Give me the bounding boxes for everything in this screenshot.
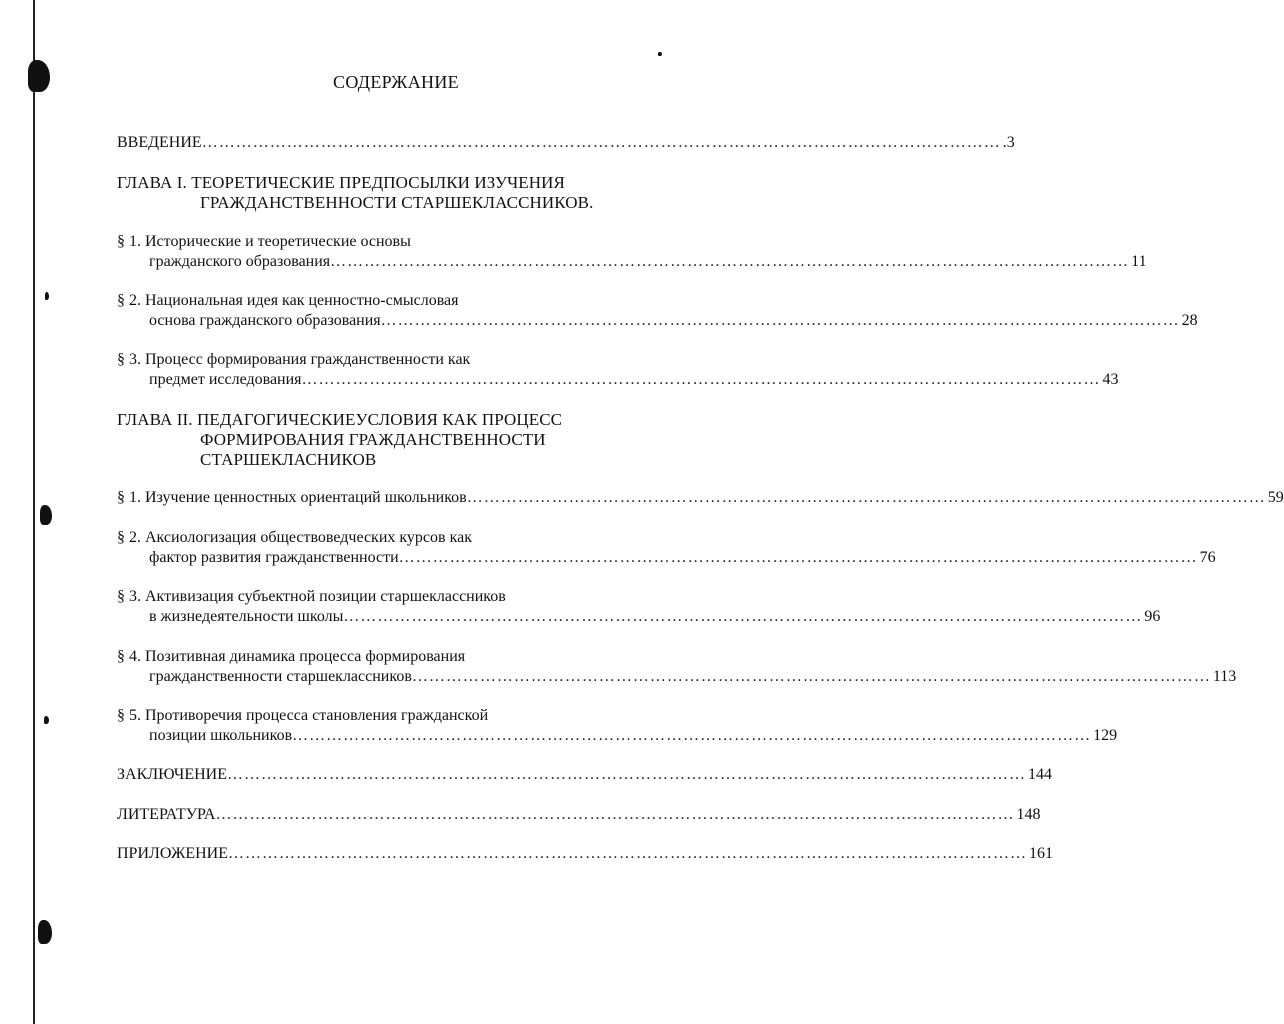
toc-page-number: 43 [1102,371,1119,388]
toc-section-line: § 1. Исторические и теоретические основы [117,233,411,250]
toc-entry-literature [117,806,1041,824]
toc-entry-label: позиции школьников [149,727,293,744]
toc-entry-label: предмет исследования [149,371,302,388]
dot-leader: …………………………………………………………………………………………………………………………… [466,489,1266,506]
scan-blot [38,920,52,944]
toc-page-number: 144 [1027,766,1052,783]
toc-page-number: 161 [1029,845,1054,862]
chapter-heading-line: ГЛАВА I. ТЕОРЕТИЧЕСКИЕ ПРЕДПОСЫЛКИ ИЗУЧЕНИЯ [117,173,565,192]
chapter-heading-line: ФОРМИРОВАНИЯ ГРАЖДАНСТВЕННОСТИ [200,430,546,449]
toc-section-line: § 5. Противоречия процесса становления гражданской [117,707,489,724]
toc-section-line: § 2. Национальная идея как ценностно-смысловая [117,292,459,309]
scan-blot [40,505,52,525]
toc-section-line: § 4. Позитивная динамика процесса формирования [117,648,466,665]
toc-entry-section [149,727,1118,745]
toc-entry-introduction [117,134,1015,152]
scan-blot [44,716,49,724]
dot-leader: …………………………………………………………………………………………………………………………… [343,608,1143,625]
dot-leader: …………………………………………………………………………………………………………………………… [201,134,1001,151]
toc-page-number: 96 [1144,608,1161,625]
chapter-heading-line: СТАРШЕКЛАСНИКОВ [200,450,377,469]
toc-entry-label: § 1. Изучение ценностных ориентаций школьников [117,489,467,506]
chapter-heading-line: ГРАЖДАНСТВЕННОСТИ СТАРШЕКЛАССНИКОВ. [200,193,594,212]
toc-entry-label: фактор развития гражданственности [149,549,399,566]
toc-entry-label: ЗАКЛЮЧЕНИЕ [117,766,227,783]
toc-entry-section [149,608,1161,626]
dot-leader: …………………………………………………………………………………………………………………………… [330,253,1130,270]
toc-entry-label: ВВЕДЕНИЕ [117,134,202,151]
toc-entry-section [149,371,1119,389]
toc-page-number: 148 [1016,806,1041,823]
toc-entry-label: гражданственности старшеклассников [149,668,412,685]
dot-leader: …………………………………………………………………………………………………………………………… [411,668,1211,685]
toc-entry-conclusion [117,766,1052,784]
dot-leader: …………………………………………………………………………………………………………………………… [398,549,1198,566]
dot-leader: …………………………………………………………………………………………………………………………… [380,312,1180,329]
toc-page-number: 28 [1181,312,1198,329]
dot-leader: …………………………………………………………………………………………………………………………… [228,845,1028,862]
toc-entry-appendix [117,845,1054,863]
dot-leader: …………………………………………………………………………………………………………………………… [301,371,1101,388]
toc-page-number: 113 [1212,668,1237,685]
dot-leader: …………………………………………………………………………………………………………………………… [226,766,1026,783]
toc-section-line: § 2. Аксиологизация обществоведческих курсов как [117,529,472,546]
toc-entry-section [117,489,1284,507]
toc-page-number: 129 [1093,727,1118,744]
toc-page-number: 76 [1199,549,1216,566]
toc-entry-section [149,668,1237,686]
toc-entry-label: в жизнедеятельности школы [149,608,344,625]
toc-page-number: 59 [1267,489,1284,506]
toc-section-line: § 3. Активизация субъектной позиции старшеклассников [117,588,506,605]
toc-page-number: .3 [1002,134,1015,151]
dot-leader: …………………………………………………………………………………………………………………………… [215,806,1015,823]
toc-entry-section [149,312,1198,330]
toc-entry-section [149,253,1147,271]
toc-entry-label: основа гражданского образования [149,312,381,329]
toc-entry-label: ПРИЛОЖЕНИЕ [117,845,229,862]
scan-edge-line [33,0,35,1024]
toc-entry-label: гражданского образования [149,253,331,270]
scan-blot [658,52,662,56]
chapter-heading-line: ГЛАВА II. ПЕДАГОГИЧЕСКИЕУСЛОВИЯ КАК ПРОЦЕСС [117,410,563,429]
toc-section-line: § 3. Процесс формирования гражданственности как [117,351,471,368]
toc-page-number: 11 [1131,253,1147,270]
scan-blot [45,292,49,300]
toc-entry-label: ЛИТЕРАТУРА [117,806,216,823]
toc-entry-section [149,549,1216,567]
dot-leader: …………………………………………………………………………………………………………………………… [292,727,1092,744]
page-title: СОДЕРЖАНИЕ [333,72,459,92]
